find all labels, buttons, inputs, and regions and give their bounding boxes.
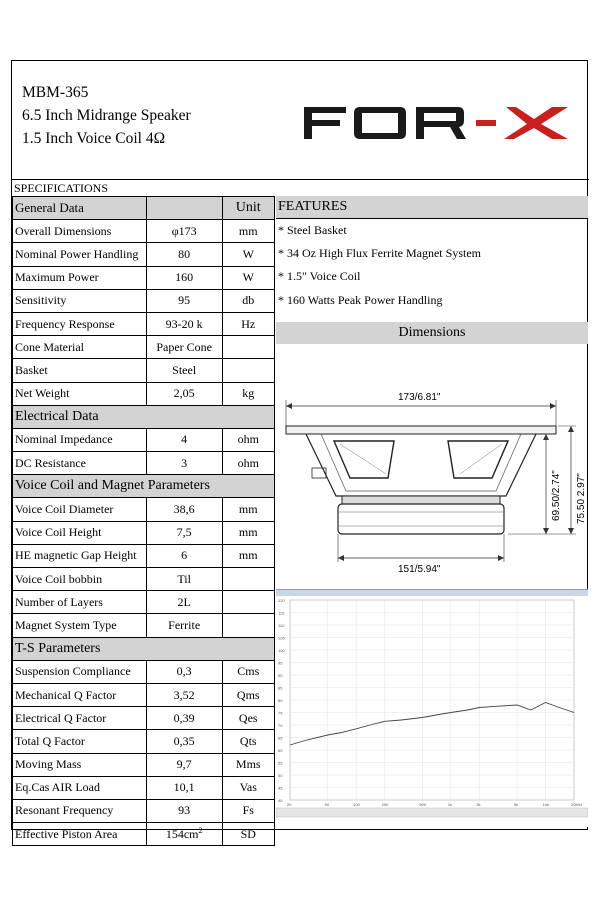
x-tick-label: 20 bbox=[287, 802, 292, 807]
y-tick-label: 115 bbox=[278, 610, 285, 616]
dimensions-title: Dimensions bbox=[276, 322, 588, 344]
table-row: Voice Coil Height 7,5 mm bbox=[13, 521, 275, 544]
table-row: Moving Mass 9,7 Mms bbox=[13, 753, 275, 776]
y-tick-label: 85 bbox=[278, 685, 283, 691]
right-column bbox=[276, 196, 588, 807]
chart-titlebar bbox=[276, 590, 588, 596]
y-tick-label: 45 bbox=[278, 785, 283, 791]
voice-coil-header: Voice Coil and Magnet Parameters bbox=[13, 475, 275, 498]
top-width-label: 173/6.81" bbox=[398, 392, 441, 403]
voice-coil-description: 1.5 Inch Voice Coil 4Ω bbox=[22, 130, 166, 147]
y-tick-label: 50 bbox=[278, 773, 283, 778]
unit-header: Unit bbox=[222, 197, 275, 220]
x-tick-labels bbox=[287, 802, 582, 807]
feature-item: * Steel Basket bbox=[278, 223, 347, 237]
y-tick-label: 120 bbox=[278, 598, 285, 603]
y-tick-label: 75 bbox=[278, 710, 283, 716]
x-tick-label: 2k bbox=[476, 802, 481, 807]
feature-item: * 160 Watts Peak Power Handling bbox=[278, 292, 443, 307]
x-tick-label: 10k bbox=[542, 802, 549, 807]
table-row: Suspension Compliance 0,3 Cms bbox=[13, 660, 275, 683]
inner-depth-label: 69.50/2.74" bbox=[551, 470, 562, 521]
x-tick-label: 100 bbox=[353, 802, 360, 807]
table-row: Voice Coil bobbin Til bbox=[13, 568, 275, 591]
table-row: Frequency Response 93-20 k Hz bbox=[13, 312, 275, 335]
y-tick-label: 40 bbox=[278, 798, 283, 803]
table-row: Magnet System Type Ferrite bbox=[13, 614, 275, 637]
y-tick-label: 55 bbox=[278, 760, 283, 766]
table-row: Sensitivity 95 db bbox=[13, 289, 275, 312]
y-tick-labels bbox=[278, 598, 285, 803]
y-tick-label: 110 bbox=[278, 623, 285, 628]
spec-sheet bbox=[11, 60, 588, 842]
table-row: Basket Steel bbox=[13, 359, 275, 382]
table-row: HE magnetic Gap Height 6 mm bbox=[13, 544, 275, 567]
y-tick-label: 95 bbox=[278, 660, 283, 666]
table-row: Electrical Q Factor 0,39 Qes bbox=[13, 707, 275, 730]
table-row: Overall Dimensions φ173 mm bbox=[13, 220, 275, 243]
brand-logo bbox=[300, 101, 572, 143]
table-row: Cone Material Paper Cone bbox=[13, 336, 275, 359]
chart-statusbar bbox=[276, 808, 588, 817]
bottom-width-label: 151/5.94" bbox=[398, 564, 441, 575]
feature-item: * 34 Oz High Flux Ferrite Magnet System bbox=[278, 246, 481, 261]
table-row: Eq.Cas AIR Load 10,1 Vas bbox=[13, 776, 275, 799]
product-description: 6.5 Inch Midrange Speaker bbox=[22, 107, 191, 124]
x-tick-label: 1k bbox=[447, 802, 453, 807]
y-tick-label: 70 bbox=[278, 723, 283, 728]
table-row: Effective Piston Area $154cm^2$ SD bbox=[13, 823, 275, 846]
ts-parameters-header: T-S Parameters bbox=[13, 637, 275, 660]
table-row: Resonant Frequency 93 Fs bbox=[13, 799, 275, 822]
table-row: Nominal Power Handling 80 W bbox=[13, 243, 275, 266]
table-row: Number of Layers 2L bbox=[13, 591, 275, 614]
y-tick-label: 65 bbox=[278, 735, 283, 741]
table-row: Voice Coil Diameter 38,6 mm bbox=[13, 498, 275, 521]
y-tick-label: 105 bbox=[278, 635, 285, 641]
x-tick-label: 20kHz bbox=[571, 802, 583, 807]
outer-depth-label: 75.50 2.97" bbox=[576, 473, 587, 524]
y-tick-label: 80 bbox=[278, 698, 283, 703]
model-number: MBM-365 bbox=[22, 84, 89, 101]
header-text bbox=[22, 81, 191, 150]
y-tick-label: 90 bbox=[278, 673, 283, 678]
x-tick-label: 50 bbox=[324, 802, 330, 807]
table-row: Mechanical Q Factor 3,52 Qms bbox=[13, 683, 275, 706]
speaker-dimension-drawing bbox=[276, 386, 588, 586]
y-tick-label: 100 bbox=[278, 648, 285, 653]
x-tick-label: 5k bbox=[514, 802, 519, 807]
specifications-label: SPECIFICATIONS bbox=[12, 179, 589, 196]
table-row: Nominal Impedance 4 ohm bbox=[13, 428, 275, 451]
table-row: DC Resistance 3 ohm bbox=[13, 452, 275, 475]
table-row: Total Q Factor 0,35 Qts bbox=[13, 730, 275, 753]
general-data-title: General Data bbox=[13, 197, 147, 220]
y-tick-label: 60 bbox=[278, 748, 283, 753]
spec-table bbox=[12, 196, 275, 846]
x-tick-label: 200 bbox=[381, 802, 389, 807]
feature-item: * 1.5" Voice Coil bbox=[278, 269, 361, 284]
x-tick-label: 500 bbox=[419, 802, 427, 807]
general-data-header bbox=[13, 197, 275, 220]
features-title: FEATURES bbox=[276, 196, 588, 219]
table-row: Maximum Power 160 W bbox=[13, 266, 275, 289]
frequency-response-chart bbox=[276, 589, 588, 827]
table-row: Net Weight 2,05 kg bbox=[13, 382, 275, 405]
electrical-data-header: Electrical Data bbox=[13, 405, 275, 428]
